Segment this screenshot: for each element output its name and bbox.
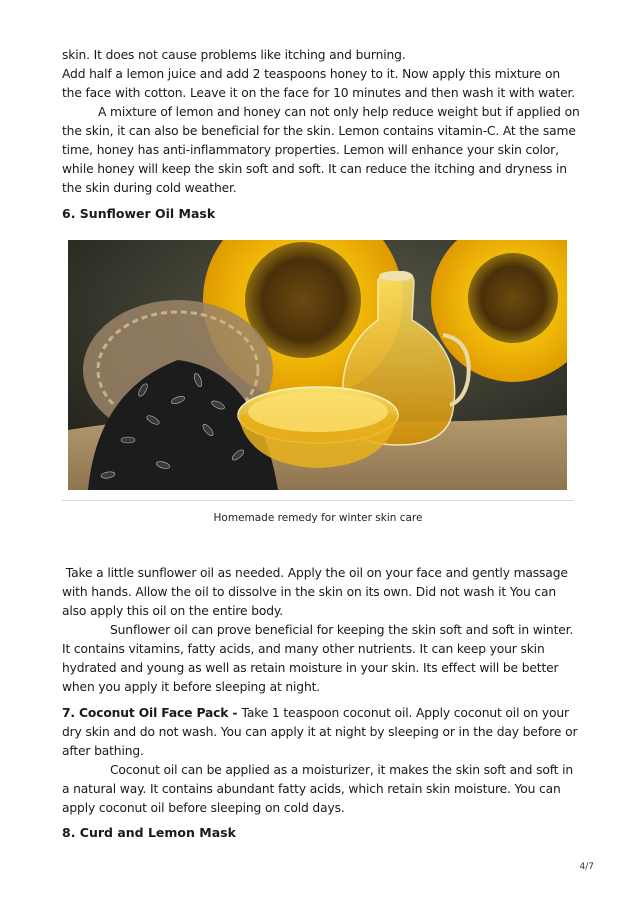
page-number: 4/7 (579, 862, 594, 872)
top-text-block (62, 46, 582, 198)
sunflower-oil-photo (68, 240, 567, 490)
caption-divider (62, 500, 574, 501)
coconut-method-text: Take 1 teaspoon coconut oil. Apply coconut oil on your dry skin and do not wash. You can apply it at night by sleeping or in the day before or after bathing. (62, 706, 578, 758)
sunflower-figure (62, 236, 574, 526)
paragraph-lemon-honey-method: Add half a lemon juice and add 2 teaspoons honey to it. Now apply this mixture on the face with cotton. Leave it on the face for 10 minutes and then wash it with water. (62, 67, 576, 100)
paragraph-coconut-method (62, 704, 582, 761)
figure-caption: Homemade remedy for winter skin care (213, 512, 423, 524)
section-7-text (62, 704, 582, 818)
paragraph-coconut-benefits: Coconut oil can be applied as a moisturizer, it makes the skin soft and soft in a natural way. It contains abundant fatty acids, which retain skin moisture. You can apply coconut oil before sleeping on cold days. (62, 763, 574, 815)
section-6-heading: 6. Sunflower Oil Mask (62, 206, 216, 221)
paragraph-sunflower-benefits: Sunflower oil can prove beneficial for keeping the skin soft and soft in winter. It contains vitamins, fatty acids, and many other nutrients. It can keep your skin hydrated and young as well as retain moisture in your skin. Its effect will be better when you apply it before sleeping at night. (62, 623, 574, 694)
section-6-text (62, 564, 582, 697)
section-7-heading: 7. Coconut Oil Face Pack - (62, 706, 242, 720)
paragraph-sunflower-method: Take a little sunflower oil as needed. Apply the oil on your face and gently massage with hands. Allow the oil to dissolve in the skin on its own. Did not wash it You can also apply this oil on the entire body. (62, 566, 572, 618)
paragraph-lemon-honey-benefits: A mixture of lemon and honey can not only help reduce weight but if applied on the skin, it can also be beneficial for the skin. Lemon contains vitamin-C. At the same time, honey has anti-inflammatory properties. Lemon will enhance your skin color, while honey will keep the skin soft and soft. It can reduce the itching and dryness in the skin during cold weather. (62, 105, 580, 195)
section-8-heading: 8. Curd and Lemon Mask (62, 825, 236, 840)
paragraph-continuation: skin. It does not cause problems like itching and burning. (62, 48, 406, 62)
